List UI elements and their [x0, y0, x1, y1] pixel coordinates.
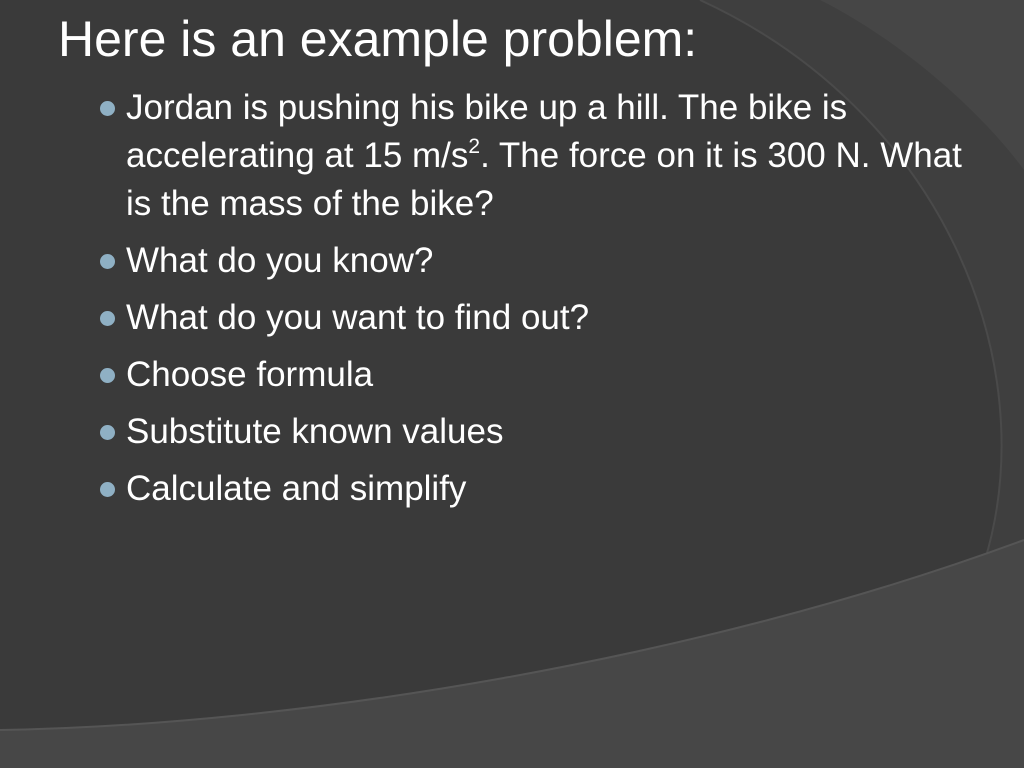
step-bullet-formula: [98, 351, 978, 399]
problem-text-part2: . The force on it is 300 N. What is the mass of the bike?: [126, 136, 962, 223]
step-text: Calculate and simplify: [126, 469, 467, 508]
step-text: What do you want to find out?: [126, 298, 590, 337]
step-text: Substitute known values: [126, 412, 504, 451]
problem-superscript: 2: [468, 135, 481, 158]
step-text: What do you know?: [126, 241, 434, 280]
bullet-dot-icon: [100, 311, 115, 326]
slide-title: Here is an example problem:: [58, 11, 698, 67]
bullet-dot-icon: [100, 482, 115, 497]
bullet-list: [98, 84, 978, 522]
bullet-dot-icon: [100, 425, 115, 440]
bullet-dot-icon: [100, 254, 115, 269]
step-bullet-find-out: [98, 294, 978, 342]
problem-bullet: [98, 84, 978, 228]
step-bullet-calculate: [98, 465, 978, 513]
step-bullet-substitute: [98, 408, 978, 456]
step-text: Choose formula: [126, 355, 374, 394]
problem-text-part1: Jordan is pushing his bike up a hill. The bike is accelerating at 15 m/s: [126, 88, 848, 175]
step-bullet-know: [98, 237, 978, 285]
bullet-dot-icon: [100, 368, 115, 383]
bullet-dot-icon: [100, 101, 115, 116]
